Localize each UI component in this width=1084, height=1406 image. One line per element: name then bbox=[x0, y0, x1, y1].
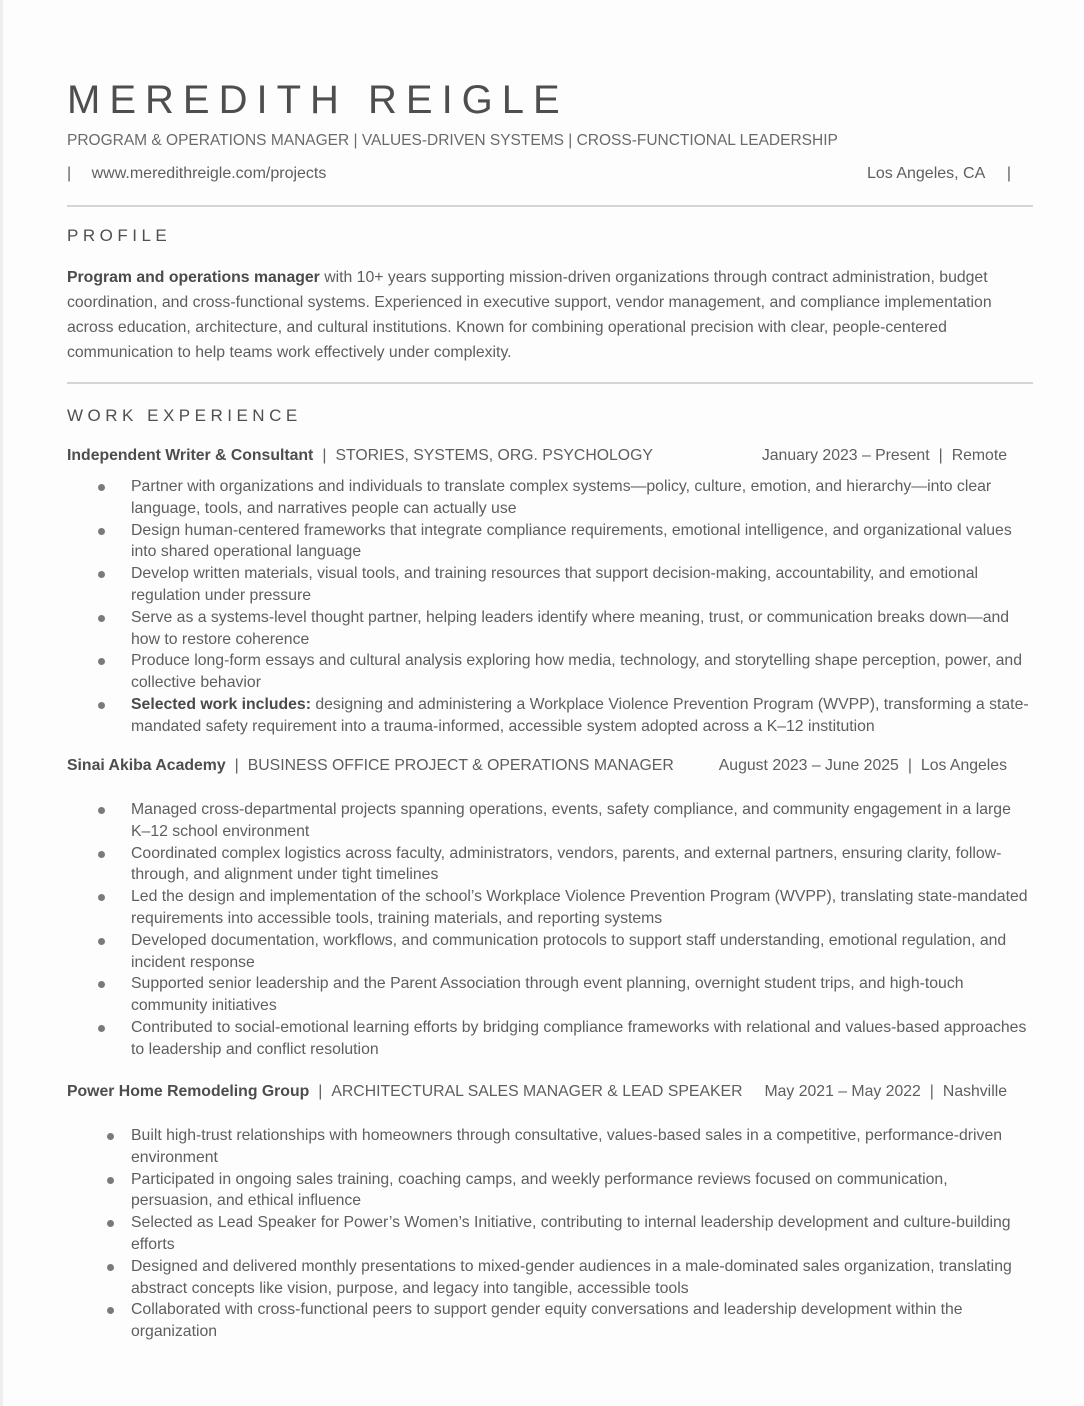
list-item: Contributed to social-emotional learning efforts by bridging compliance frameworks with relational and values-based approaches to leadership and conflict resolution bbox=[131, 1017, 1031, 1061]
job-dates-location: August 2023 – June 2025 | Los Angeles bbox=[718, 757, 1007, 774]
list-item: Coordinated complex logistics across faculty, administrators, vendors, parents, and external partners, ensuring clarity, follow-through, and alignment under tight timelines bbox=[131, 843, 1031, 887]
section-divider bbox=[67, 205, 1033, 207]
job-dates-location: May 2021 – May 2022 | Nashville bbox=[764, 1083, 1007, 1100]
list-item: Led the design and implementation of the school’s Workplace Violence Prevention Program (WVPP), translating state-mandated requirements into accessible tools, training materials, and reporting systems bbox=[131, 886, 1031, 930]
profile-lead: Program and operations manager bbox=[67, 269, 320, 286]
bullet-icon bbox=[98, 894, 105, 901]
bullet-icon bbox=[107, 1177, 114, 1184]
job-bullet-list bbox=[131, 476, 1031, 738]
profile-heading: PROFILE bbox=[67, 226, 172, 245]
contact-separator: | bbox=[67, 165, 72, 182]
bullet-icon bbox=[98, 807, 105, 814]
list-item: Developed documentation, workflows, and communication protocols to support staff understanding, emotional regulation, and incident response bbox=[131, 930, 1031, 974]
list-item: Selected as Lead Speaker for Power’s Women’s Initiative, contributing to internal leadership development and culture-building efforts bbox=[131, 1212, 1031, 1256]
list-item: Serve as a systems-level thought partner, helping leaders identify where meaning, trust, or communication breaks down—and how to restore coherence bbox=[131, 607, 1031, 651]
list-item: Design human-centered frameworks that integrate compliance requirements, emotional intelligence, and organizational values into shared operational language bbox=[131, 520, 1031, 564]
selected-work-label: Selected work includes: bbox=[131, 695, 311, 713]
website-link[interactable]: www.meredithreigle.com/projects bbox=[91, 165, 327, 182]
bullet-icon bbox=[98, 981, 105, 988]
job-dates: August 2023 – June 2025 bbox=[718, 757, 899, 774]
job-header: Power Home Remodeling Group | ARCHITECTURAL SALES MANAGER & LEAD SPEAKER May 2021 – May 2022 | Nashville bbox=[67, 1083, 1007, 1100]
location-text: Los Angeles, CA bbox=[866, 165, 985, 182]
job-bullet-list bbox=[131, 1125, 1031, 1343]
bullet-icon bbox=[98, 1025, 105, 1032]
job-header: Sinai Akiba Academy | BUSINESS OFFICE PROJECT & OPERATIONS MANAGER August 2023 – June 2025 | Los Angeles bbox=[67, 757, 1007, 774]
bullet-icon bbox=[98, 938, 105, 945]
job-location: Nashville bbox=[942, 1083, 1007, 1100]
job-role: ARCHITECTURAL SALES MANAGER & LEAD SPEAKER bbox=[331, 1083, 743, 1100]
bullet-icon bbox=[98, 702, 105, 709]
list-item: Develop written materials, visual tools, and training resources that support decision-making, accountability, and emotional regulation under pressure bbox=[131, 563, 1031, 607]
list-item: Collaborated with cross-functional peers to support gender equity conversations and leadership development within the organization bbox=[131, 1299, 1031, 1343]
job-header: Independent Writer & Consultant | STORIES, SYSTEMS, ORG. PSYCHOLOGY January 2023 – Present | Remote bbox=[67, 447, 1007, 464]
bullet-icon bbox=[107, 1264, 114, 1271]
bullet-icon bbox=[107, 1220, 114, 1227]
list-item: Selected work includes: designing and administering a Workplace Violence Prevention Program (WVPP), transforming a state-mandated safety requirement into a trauma-informed, accessible system adopted across a K–12 institution bbox=[131, 694, 1031, 738]
job-dates-location: January 2023 – Present | Remote bbox=[761, 447, 1007, 464]
list-item: Designed and delivered monthly presentations to mixed-gender audiences in a male-dominated sales organization, translating abstract concepts like vision, purpose, and legacy into tangible, accessible tools bbox=[131, 1256, 1031, 1300]
list-item: Managed cross-departmental projects spanning operations, events, safety compliance, and community engagement in a large K–12 school environment bbox=[131, 799, 1031, 843]
bullet-icon bbox=[107, 1133, 114, 1140]
bullet-icon bbox=[98, 571, 105, 578]
job-dates: January 2023 – Present bbox=[761, 447, 930, 464]
profile-summary bbox=[67, 265, 1033, 365]
job-organization: Independent Writer & Consultant bbox=[67, 447, 314, 464]
bullet-icon bbox=[107, 1307, 114, 1314]
section-divider bbox=[67, 382, 1033, 384]
job-role: STORIES, SYSTEMS, ORG. PSYCHOLOGY bbox=[335, 447, 653, 464]
bullet-icon bbox=[98, 851, 105, 858]
list-item: Partner with organizations and individuals to translate complex systems—policy, culture, emotion, and hierarchy—into clear language, tools, and narratives people can actually use bbox=[131, 476, 1031, 520]
job-location: Los Angeles bbox=[920, 757, 1007, 774]
job-dates: May 2021 – May 2022 bbox=[764, 1083, 921, 1100]
bullet-icon bbox=[98, 484, 105, 491]
bullet-icon bbox=[98, 528, 105, 535]
list-item: Built high-trust relationships with homeowners through consultative, values-based sales in a competitive, performance-driven environment bbox=[131, 1125, 1031, 1169]
resume-name: MEREDITH REIGLE bbox=[67, 78, 569, 122]
resume-tagline: PROGRAM & OPERATIONS MANAGER | VALUES-DRIVEN SYSTEMS | CROSS-FUNCTIONAL LEADERSHIP bbox=[67, 132, 838, 149]
job-role: BUSINESS OFFICE PROJECT & OPERATIONS MANAGER bbox=[247, 757, 674, 774]
job-location: Remote bbox=[951, 447, 1007, 464]
contact-separator: | bbox=[1006, 165, 1011, 182]
list-item: Produce long-form essays and cultural analysis exploring how media, technology, and storytelling shape perception, power, and collective behavior bbox=[131, 650, 1031, 694]
list-item: Supported senior leadership and the Parent Association through event planning, overnight student trips, and high-touch community initiatives bbox=[131, 973, 1031, 1017]
work-experience-heading: WORK EXPERIENCE bbox=[67, 406, 302, 425]
list-item: Participated in ongoing sales training, coaching camps, and weekly performance reviews focused on communication, persuasion, and ethical influence bbox=[131, 1169, 1031, 1213]
job-organization: Sinai Akiba Academy bbox=[67, 757, 226, 774]
job-organization: Power Home Remodeling Group bbox=[67, 1083, 310, 1100]
profile-text: with 10+ years supporting mission-driven organizations through contract administration, budget coordination, and cross-functional systems. Experienced in executive support, vendor management, and compliance implementation across education, architecture, and cultural institutions. Known for combining operational precision with clear, people-centered communication to help teams work effectively under complexity. bbox=[67, 269, 992, 361]
job-bullet-list bbox=[131, 799, 1031, 1061]
bullet-icon bbox=[98, 658, 105, 665]
bullet-icon bbox=[98, 615, 105, 622]
